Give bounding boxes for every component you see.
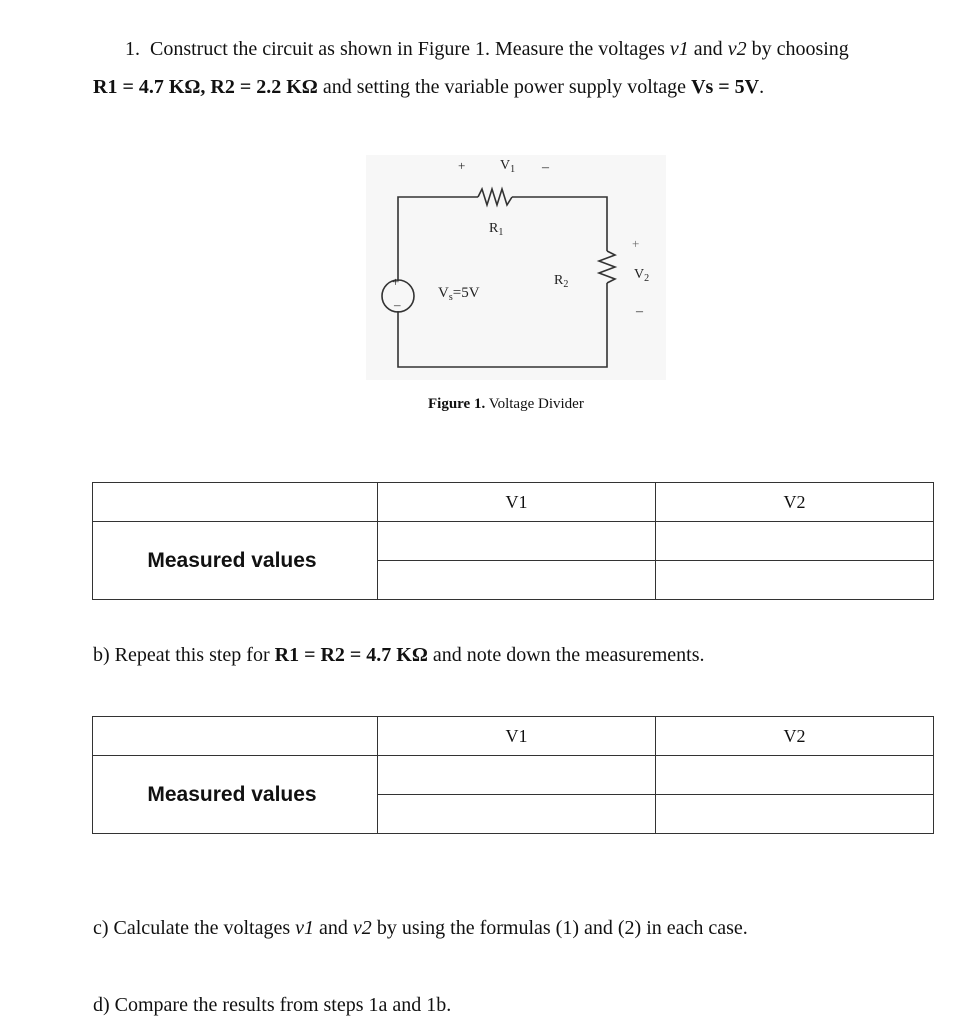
table-corner-cell [93, 483, 378, 522]
table-row [93, 522, 934, 561]
voltage-divider-circuit [366, 155, 666, 380]
question-1-line-2 [93, 68, 764, 106]
and-word: and [693, 38, 723, 60]
v1-measure-cell-1[interactable] [378, 756, 656, 795]
caption-text: Voltage Divider [488, 396, 584, 412]
v1-plus: + [458, 158, 466, 173]
by-choosing-text: by choosing [751, 38, 849, 60]
question-number: 1. [125, 38, 140, 60]
v1-measure-cell-2[interactable] [378, 795, 656, 834]
v1-minus: – [542, 160, 549, 175]
header-v1: V1 [378, 483, 656, 522]
v2-minus: – [636, 304, 643, 319]
header-v1: V1 [378, 717, 656, 756]
row-label-measured: Measured values [93, 756, 378, 834]
step-b-values: R1 = R2 = 4.7 KΩ [274, 644, 428, 666]
v2-label: $V_2$ [634, 267, 650, 284]
v2-symbol: v2 [727, 38, 747, 60]
table-corner-cell [93, 717, 378, 756]
table-row [93, 756, 934, 795]
source-plus: + [392, 274, 400, 289]
figure-caption [428, 396, 584, 413]
header-v2: V2 [656, 717, 934, 756]
v2-measure-cell-2[interactable] [656, 795, 934, 834]
v1-symbol: v1 [669, 38, 689, 60]
r1-label: $R_1$ [489, 221, 504, 238]
v1-measure-cell-2[interactable] [378, 561, 656, 600]
period: . [759, 76, 765, 98]
step-b-prefix: b) Repeat this step for [93, 644, 270, 666]
v1-measure-cell-1[interactable] [378, 522, 656, 561]
and-word: and [319, 917, 348, 939]
v2-plus: + [632, 236, 640, 251]
step-c-prefix: c) Calculate the voltages [93, 917, 291, 939]
table-header-row [93, 717, 934, 756]
setting-text: and setting the variable power supply voltage [322, 76, 687, 98]
caption-label: Figure 1. [428, 396, 486, 412]
v2-measure-cell-1[interactable] [656, 522, 934, 561]
header-v2: V2 [656, 483, 934, 522]
step-b-text [93, 636, 704, 674]
step-c-suffix: by using the formulas (1) and (2) in each case. [376, 917, 748, 939]
figure-background [366, 155, 666, 380]
resistor-values: R1 = 4.7 KΩ, R2 = 2.2 KΩ [93, 76, 318, 98]
v2-measure-cell-2[interactable] [656, 561, 934, 600]
source-minus: – [394, 297, 401, 312]
v2-measure-cell-1[interactable] [656, 756, 934, 795]
supply-voltage: Vs = 5V [691, 76, 760, 98]
vs-label: $V_s=5V$ [438, 285, 480, 303]
step-c-text [93, 909, 748, 947]
row-label-measured: Measured values [93, 522, 378, 600]
measurement-table-a [92, 482, 934, 600]
step-d-text: d) Compare the results from steps 1a and 1b. [93, 994, 452, 1016]
v1-symbol: v1 [295, 917, 315, 939]
v1-label: $V_1$ [500, 158, 516, 175]
question-1-line-1 [125, 30, 849, 68]
step-b-suffix: and note down the measurements. [432, 644, 705, 666]
question-intro: Construct the circuit as shown in Figure 1. Measure the voltages [150, 38, 665, 60]
v2-symbol: v2 [352, 917, 372, 939]
r2-label: $R_2$ [554, 273, 569, 290]
table-header-row [93, 483, 934, 522]
measurement-table-b [92, 716, 934, 834]
